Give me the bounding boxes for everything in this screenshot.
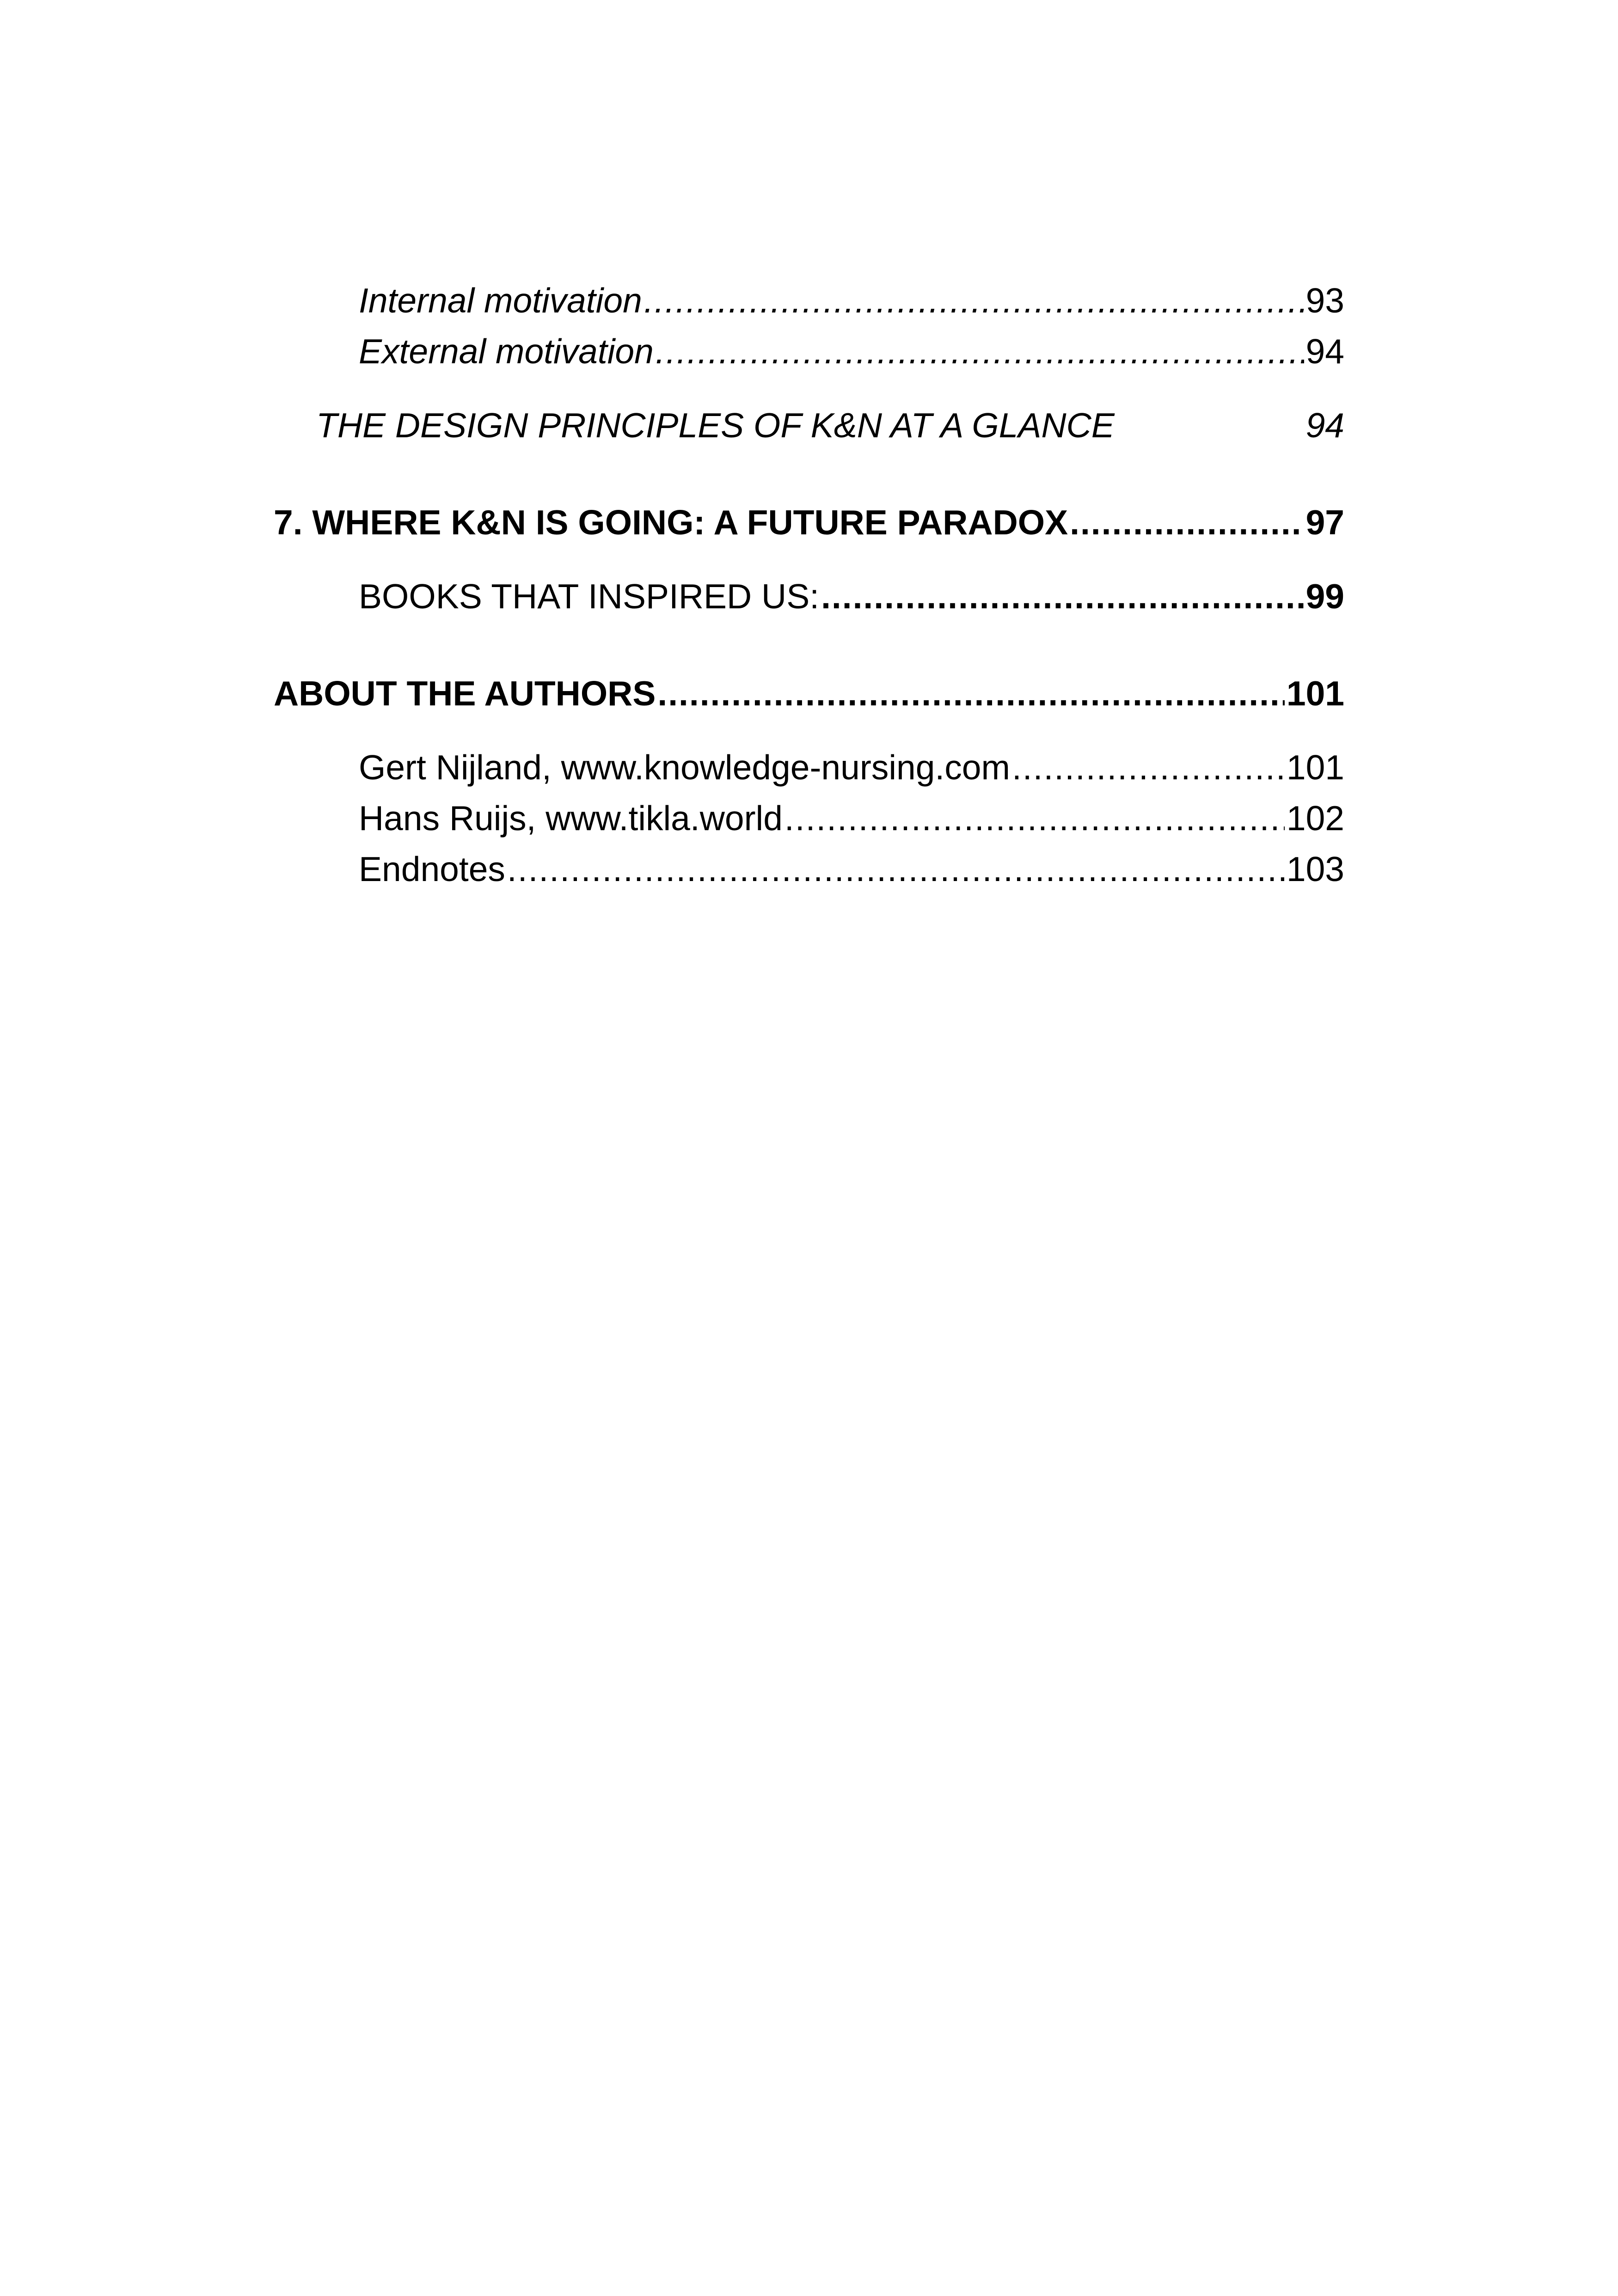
toc-entry-title: Endnotes: [359, 850, 505, 888]
toc-entry-about-authors[interactable]: [274, 670, 1344, 716]
toc-entry-page: 102: [1286, 799, 1344, 838]
toc-entry-title: External motivation: [359, 332, 654, 371]
toc-entry-external-motivation[interactable]: [274, 328, 1344, 374]
toc-entry-internal-motivation[interactable]: [274, 277, 1344, 324]
dot-leader: [1070, 499, 1304, 545]
toc-entry-page: 94: [1305, 406, 1344, 445]
toc-entry-page: 103: [1286, 850, 1344, 888]
toc-entry-page: 93: [1305, 281, 1344, 320]
toc-entry-endnotes[interactable]: [274, 846, 1344, 892]
toc-entry-title: 7. WHERE K&N IS GOING: A FUTURE PARADOX: [274, 503, 1068, 542]
dot-leader: [821, 573, 1304, 619]
toc-entry-page: 97: [1305, 503, 1344, 542]
toc-entry-title: THE DESIGN PRINCIPLES OF K&N AT A GLANCE: [316, 406, 1115, 445]
toc-entry-page: 101: [1286, 748, 1344, 787]
dot-leader: [657, 670, 1285, 716]
dot-leader: [507, 846, 1285, 892]
toc-entry-books[interactable]: [274, 573, 1344, 619]
toc-entry-title: BOOKS THAT INSPIRED US:: [359, 577, 820, 616]
dot-leader: [1012, 744, 1285, 790]
toc-entry-title: Internal motivation: [359, 281, 642, 320]
toc-entry-title: Hans Ruijs, www.tikla.world: [359, 799, 783, 838]
toc-entry-title: Gert Nijland, www.knowledge-nursing.com: [359, 748, 1010, 787]
toc-entry-page: 101: [1286, 674, 1344, 713]
toc-entry-gert-nijland[interactable]: [274, 744, 1344, 790]
toc-entry-design-principles[interactable]: [274, 402, 1344, 448]
toc-entry-page: 99: [1305, 577, 1344, 616]
dot-leader: [784, 795, 1285, 841]
toc-entry-page: 94: [1305, 332, 1344, 371]
toc-entry-chapter-7[interactable]: [274, 499, 1344, 545]
dot-leader: [644, 277, 1304, 324]
dot-leader: [656, 328, 1304, 374]
toc-entry-title: ABOUT THE AUTHORS: [274, 674, 656, 713]
toc-entry-hans-ruijs[interactable]: [274, 795, 1344, 841]
